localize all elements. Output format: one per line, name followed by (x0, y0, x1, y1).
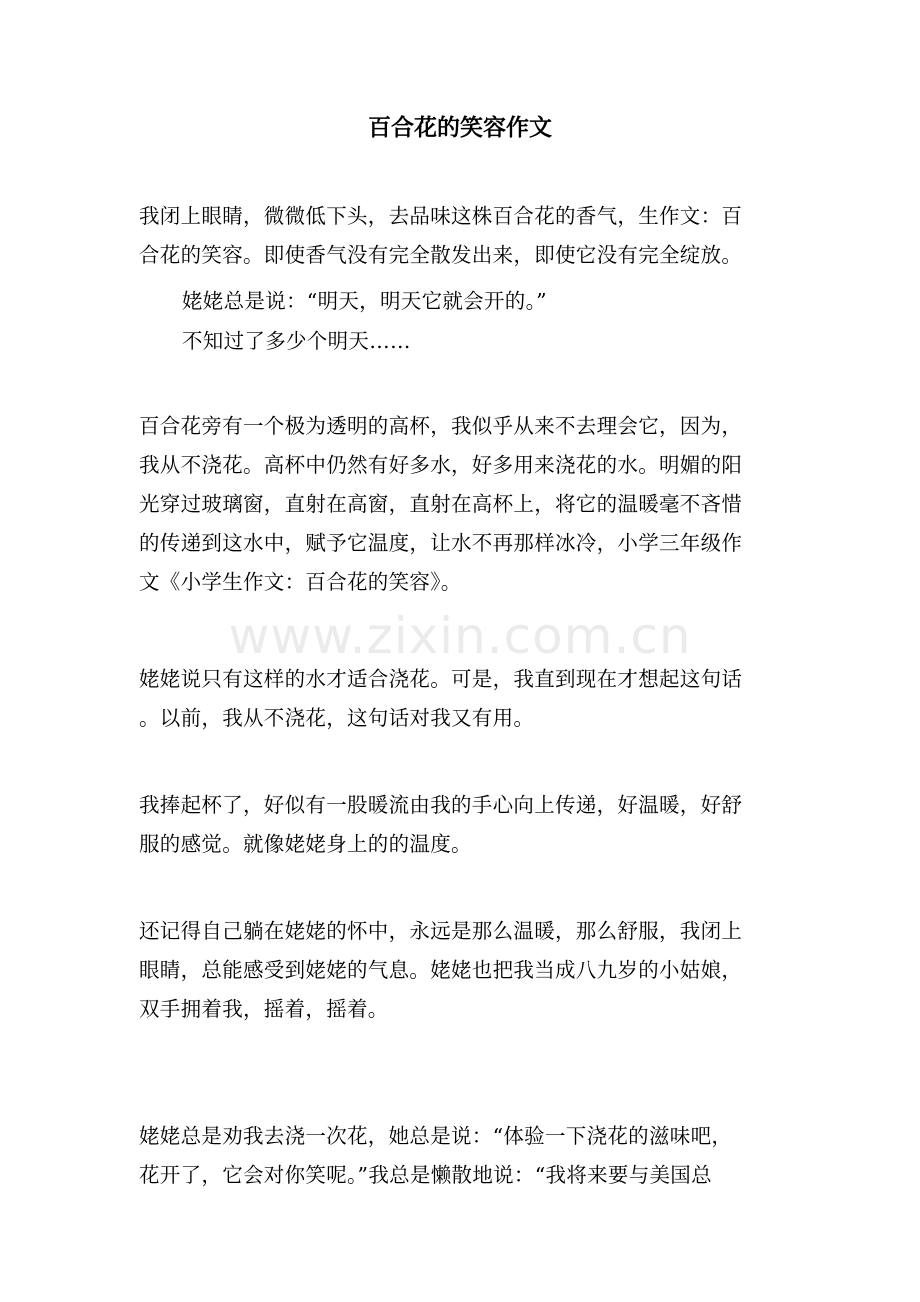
paragraph-2: 姥姥总是说：“明天，明天它就会开的。” (182, 289, 547, 313)
paragraph-5: 姥姥说只有这样的水才适合浇花。可是，我直到现在才想起这句话 。以前，我从不浇花，这句话对我又有用。 (139, 667, 743, 730)
paragraph-6: 我捧起杯了，好似有一股暖流由我的手心向上传递，好温暖，好舒 服的感觉。就像姥姥身上的的温度。 (139, 793, 743, 856)
paragraph-1: 我闭上眼睛，微微低下头，去品味这株百合花的香气，生作文：百 合花的笑容。即使香气没有完全散发出来，即使它没有完全绽放。 (139, 204, 743, 267)
watermark: www.zixin.com.cn (228, 607, 692, 665)
paragraph-8: 姥姥总是劝我去浇一次花，她总是说：“体验一下浇花的滋味吧， 花开了，它会对你笑呢。”我总是懒散地说：“我将来要与美国总 (139, 1124, 733, 1187)
page-title: 百合花的笑容作文 (368, 114, 552, 141)
paragraph-3: 不知过了多少个明天…… (182, 329, 411, 353)
paragraph-7: 还记得自己躺在姥姥的怀中，永远是那么温暖，那么舒服，我闭上 眼睛，总能感受到姥姥的气息。姥姥也把我当成八九岁的小姑娘， 双手拥着我，摇着，摇着。 (139, 919, 743, 1021)
paragraph-4: 百合花旁有一个极为透明的高杯，我似乎从来不去理会它，因为， 我从不浇花。高杯中仍然有好多水，好多用来浇花的水。明媚的阳 光穿过玻璃窗，直射在高窗，直射在高杯上，将它的温暖毫不吝惜 的传递到这水中，赋予它温度，让水不再那样冰冷，小学三年级作 文《小学生作文：百合花的笑容》。 (139, 414, 743, 594)
